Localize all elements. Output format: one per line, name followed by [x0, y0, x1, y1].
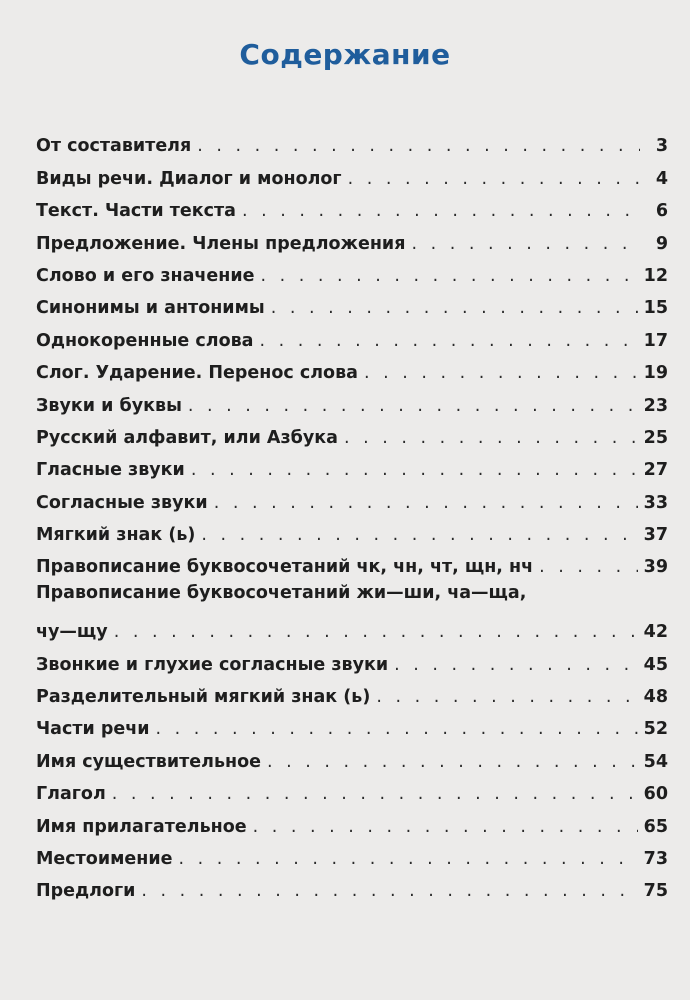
dot-leader — [253, 817, 638, 837]
dot-leader — [271, 298, 638, 318]
toc-entry-title: Слово и его значение — [36, 265, 255, 286]
toc-entry-title: Местоимение — [36, 849, 173, 869]
dot-leader — [376, 687, 637, 707]
dot-leader — [364, 363, 638, 383]
toc-entry-title: Правописание буквосочетаний жи—ши, ча—ща, — [36, 583, 527, 604]
toc-entry-page: 45 — [643, 654, 668, 675]
toc-entry — [36, 387, 668, 419]
toc-entry-title: Согласные звуки — [36, 492, 208, 513]
dot-leader — [348, 169, 640, 189]
toc-entry — [36, 160, 668, 192]
toc-entry-title: От составителя — [36, 136, 192, 157]
toc-entry-page: 4 — [655, 168, 668, 189]
toc-entry-title: Разделительный мягкий знак (ь) — [36, 687, 371, 708]
toc-entry-page: 27 — [643, 460, 668, 481]
toc-entry-page: 39 — [643, 557, 668, 578]
toc-entry — [36, 808, 668, 840]
toc-entry-title: Однокоренные слова — [36, 330, 254, 351]
toc-entry-title: Правописание буквосочетаний чк, чн, чт, щн, нч — [36, 557, 534, 578]
dot-leader — [191, 460, 638, 480]
toc-entry-title: Звонкие и глухие согласные звуки — [36, 654, 389, 675]
toc-entry — [36, 743, 668, 775]
toc-entry-page: 73 — [643, 849, 668, 869]
dot-leader — [267, 752, 638, 772]
dot-leader — [141, 881, 637, 901]
toc-entry — [36, 355, 668, 387]
toc-entry — [36, 581, 668, 646]
toc-entry-title: Предлоги — [36, 881, 136, 902]
toc-entry — [36, 322, 668, 354]
toc-entry-page: 3 — [655, 136, 668, 157]
toc-entry-title: Имя существительное — [36, 751, 262, 772]
toc-entry — [36, 873, 668, 905]
toc-entry — [36, 646, 668, 678]
toc-entry-title: Мягкий знак (ь) — [36, 525, 196, 546]
toc-entry-page: 52 — [643, 719, 668, 740]
dot-leader — [197, 136, 640, 156]
toc-entry — [36, 225, 668, 257]
dot-leader — [201, 525, 637, 545]
toc-entry — [36, 290, 668, 322]
toc-entry-title-continued: чу—щу — [36, 622, 108, 643]
toc-entry-title: Русский алфавит, или Азбука — [36, 427, 338, 448]
dot-leader — [260, 331, 638, 351]
dot-leader — [242, 201, 640, 221]
toc-entry-page: 33 — [643, 492, 668, 513]
dot-leader — [114, 622, 638, 642]
toc-entry-page: 48 — [643, 687, 668, 708]
toc-entry-title: Виды речи. Диалог и монолог — [36, 168, 342, 189]
toc-entry — [36, 420, 668, 452]
toc-entry — [36, 776, 668, 808]
toc-entry-page: 37 — [643, 525, 668, 546]
toc-entry-title: Глагол — [36, 784, 106, 805]
toc-entry-page: 42 — [643, 622, 668, 643]
toc-entry-page: 65 — [643, 816, 668, 837]
toc-entry-page: 9 — [655, 233, 668, 254]
dot-leader — [178, 849, 637, 869]
toc-entry — [36, 484, 668, 516]
toc-entry-title: Имя прилагательное — [36, 816, 247, 837]
table-of-contents — [36, 128, 668, 905]
toc-entry — [36, 711, 668, 743]
dot-leader — [112, 784, 638, 804]
toc-entry-page: 75 — [643, 881, 668, 902]
toc-entry — [36, 517, 668, 549]
toc-entry — [36, 193, 668, 225]
dot-leader — [156, 719, 638, 739]
toc-entry-title: Слог. Ударение. Перенос слова — [36, 363, 358, 384]
toc-entry-page: 6 — [655, 201, 668, 222]
dot-leader — [539, 557, 638, 577]
toc-entry — [36, 128, 668, 160]
dot-leader — [214, 493, 638, 513]
dot-leader — [394, 655, 637, 675]
dot-leader — [411, 234, 640, 254]
toc-entry — [36, 679, 668, 711]
dot-leader — [344, 428, 638, 448]
toc-entry-page: 17 — [643, 330, 668, 351]
toc-entry-title: Синонимы и антонимы — [36, 298, 265, 319]
dot-leader — [261, 266, 638, 286]
toc-entry-page: 19 — [643, 363, 668, 384]
toc-entry — [36, 549, 668, 581]
toc-entry — [36, 841, 668, 873]
toc-entry-title: Текст. Части текста — [36, 201, 236, 222]
toc-entry-page: 54 — [643, 751, 668, 772]
toc-entry-title: Части речи — [36, 719, 150, 740]
toc-entry — [36, 258, 668, 290]
toc-entry-title: Звуки и буквы — [36, 395, 182, 416]
toc-entry-page: 23 — [643, 395, 668, 416]
toc-entry-title: Предложение. Члены предложения — [36, 233, 406, 254]
toc-entry — [36, 452, 668, 484]
toc-entry-page: 12 — [643, 265, 668, 286]
toc-entry-page: 25 — [643, 427, 668, 448]
dot-leader — [188, 396, 638, 416]
toc-entry-page: 15 — [643, 298, 668, 319]
toc-entry-title: Гласные звуки — [36, 460, 185, 481]
toc-entry-page: 60 — [643, 784, 668, 805]
page-title: Содержание — [239, 38, 451, 71]
